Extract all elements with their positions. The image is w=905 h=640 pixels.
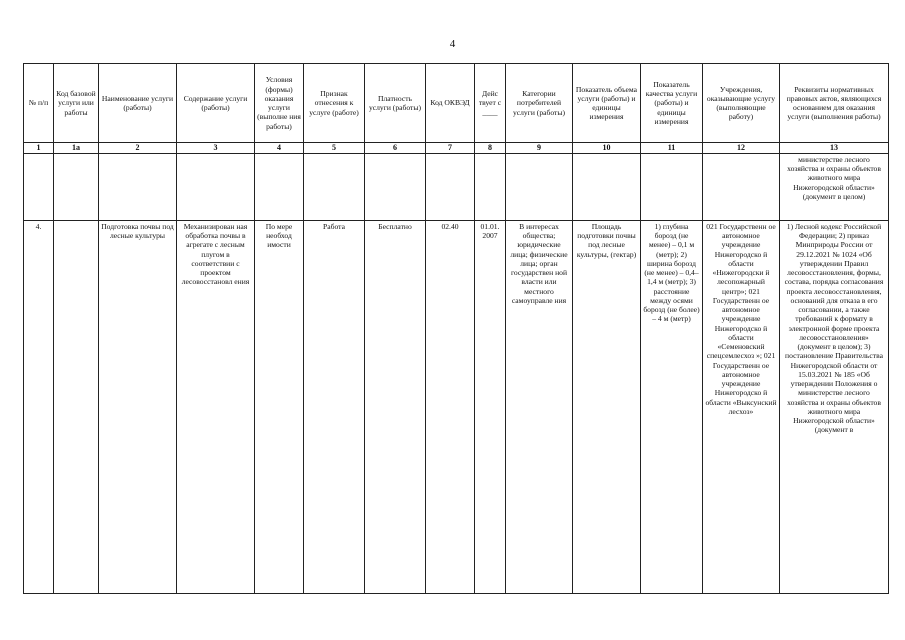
column-number: 12 — [703, 143, 780, 154]
table-cell — [475, 153, 506, 220]
volume-indicator-cell: Площадь подготовки почвы под лесные культуры, (гектар) — [573, 220, 641, 593]
header-cell-attribute: Признак отнесения к услуге (работе) — [304, 64, 365, 143]
consumers-cell: В интересах общества; юридические лица; физические лица; орган государствен ной власти или местного самоуправле ния — [506, 220, 573, 593]
table-cell — [365, 153, 426, 220]
header-cell-volume: Показатель объема услуги (работы) и единицы измерения — [573, 64, 641, 143]
column-number: 5 — [304, 143, 365, 154]
okved-cell: 02.40 — [426, 220, 475, 593]
column-number-row — [24, 143, 889, 154]
table-cell — [506, 153, 573, 220]
payment-cell: Бесплатно — [365, 220, 426, 593]
column-number: 3 — [177, 143, 255, 154]
table-row — [24, 220, 889, 593]
service-content-cell: Механизирован ная обработка почвы в агрегате с лесным плугом в соответствии с проектом лесовосстановл ения — [177, 220, 255, 593]
table-cell — [255, 153, 304, 220]
conditions-cell: По мере необход имости — [255, 220, 304, 593]
table-cell — [24, 153, 54, 220]
header-cell-okved: Код ОКВЭД — [426, 64, 475, 143]
header-cell-effective: Дейс твует с ____ — [475, 64, 506, 143]
legal-acts-cell: 1) Лесной кодекс Российской Федерации; 2) приказ Минприроды России от 29.12.2021 № 1024 «Об утверждении Правил лесовосстановления, формы, состава, порядка согласования проекта лесовосстановления, оснований для отказа в его согласовании, а также требований к формату в электронной форме проекта лесовосстановления» (документ в целом); 3) постановление Правительства Нижегородской области от 15.03.2021 № 185 «Об утверждении Положения о министерстве лесного хозяйства и охраны объектов животного мира Нижегородской области» (документ в — [780, 220, 889, 593]
continuation-row — [24, 153, 889, 220]
column-number: 10 — [573, 143, 641, 154]
table-cell — [426, 153, 475, 220]
column-number: 4 — [255, 143, 304, 154]
attribute-cell: Работа — [304, 220, 365, 593]
header-cell-institutions: Учреждения, оказывающие услугу (выполняющие работу) — [703, 64, 780, 143]
table-cell — [703, 153, 780, 220]
header-cell-conditions: Условия (формы) оказания услуги (выполне ния работы) — [255, 64, 304, 143]
header-cell-payment: Платность услуги (работы) — [365, 64, 426, 143]
legal-acts-continuation-cell: министерстве лесного хозяйства и охраны объектов животного мира Нижегородской области» (документ в целом) — [780, 153, 889, 220]
column-number: 6 — [365, 143, 426, 154]
column-number: 1а — [54, 143, 99, 154]
table-cell — [177, 153, 255, 220]
header-cell-legal-acts: Реквизиты нормативных правовых актов, являющихся основанием для оказания услуги (выполнения работы) — [780, 64, 889, 143]
column-number: 9 — [506, 143, 573, 154]
institutions-cell: 021 Государственн ое автономное учреждение Нижегородско й области «Нижегородски й лесопожарный центр»; 021 Государственн ое автономное учреждение Нижегородско й области «Семеновский спецсемлесхоз »; 021 Государственн ое автономное учреждение Нижегородско й области «Выксунский лесхоз» — [703, 220, 780, 593]
column-number: 2 — [99, 143, 177, 154]
table-cell — [99, 153, 177, 220]
service-name-cell: Подготовка почвы под лесные культуры — [99, 220, 177, 593]
header-cell-consumers: Категории потребителей услуги (работы) — [506, 64, 573, 143]
header-row — [24, 64, 889, 143]
page-number: 4 — [449, 38, 456, 50]
column-number: 7 — [426, 143, 475, 154]
header-cell-name: Наименование услуги (работы) — [99, 64, 177, 143]
column-number: 11 — [641, 143, 703, 154]
header-cell-num: № п/п — [24, 64, 54, 143]
table-cell — [641, 153, 703, 220]
table-cell — [573, 153, 641, 220]
base-code-cell — [54, 220, 99, 593]
column-number: 13 — [780, 143, 889, 154]
header-cell-base-code: Код базовой услуги или работы — [54, 64, 99, 143]
column-number: 8 — [475, 143, 506, 154]
row-number-cell: 4. — [24, 220, 54, 593]
services-registry-table — [23, 63, 889, 594]
quality-indicator-cell: 1) глубина борозд (не менее) – 0,1 м (метр); 2) ширина борозд (не менее) – 0,4–1,4 м (метр); 3) расстояние между осями борозд (не более) – 4 м (метр) — [641, 220, 703, 593]
header-cell-content: Содержание услуги (работы) — [177, 64, 255, 143]
effective-date-cell: 01.01. 2007 — [475, 220, 506, 593]
table-cell — [304, 153, 365, 220]
column-number: 1 — [24, 143, 54, 154]
table-cell — [54, 153, 99, 220]
header-cell-quality: Показатель качества услуги (работы) и единицы измерения — [641, 64, 703, 143]
